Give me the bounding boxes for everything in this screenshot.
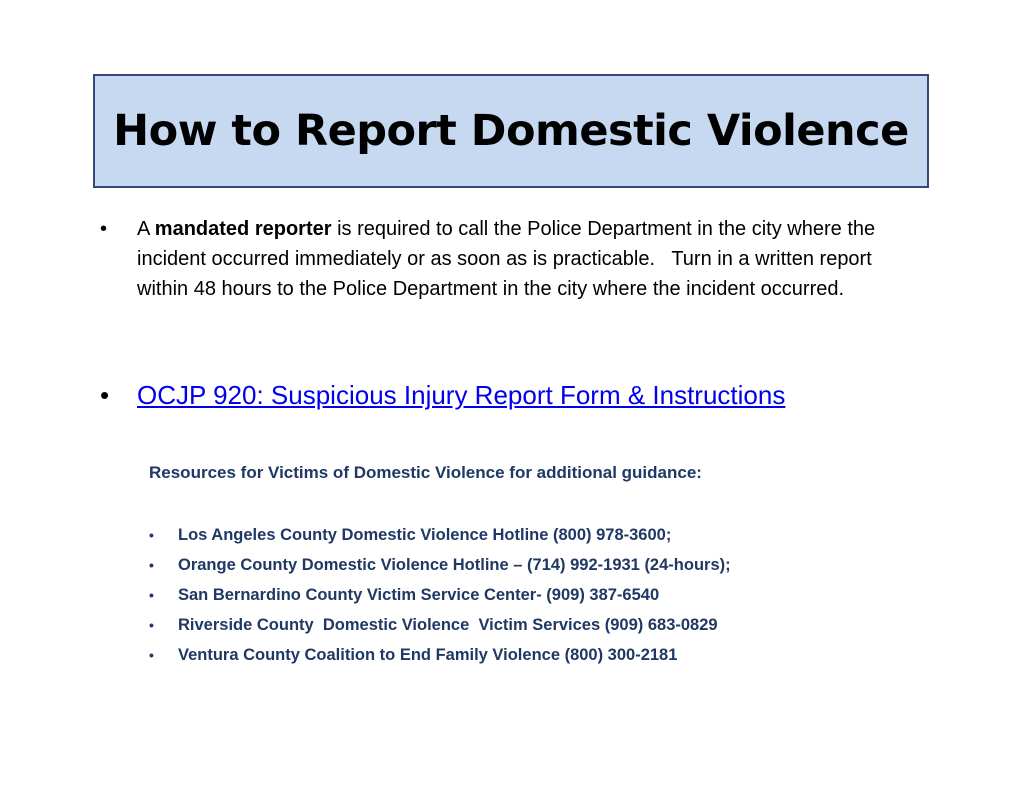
bullet-marker: • — [100, 218, 108, 240]
resource-text: Riverside County Domestic Violence Victim Services (909) 683-0829 — [178, 615, 718, 634]
resource-item-los-angeles — [149, 520, 731, 550]
intro-body: is required to call the Police Department in the city where the incident occurred immediately or as soon as is practicable. Turn in a written report within 48 hours to the Police Department in the city where the incident occurred. — [137, 218, 881, 300]
resource-item-riverside — [149, 610, 731, 640]
intro-paragraph — [137, 214, 917, 304]
resource-item-ventura — [149, 640, 731, 670]
resource-text: Ventura County Coalition to End Family Violence (800) 300-2181 — [178, 645, 678, 664]
resource-item-orange — [149, 550, 731, 580]
bullet-marker: • — [149, 647, 154, 663]
intro-prefix: A — [137, 218, 155, 240]
resource-text: Orange County Domestic Violence Hotline – (714) 992-1931 (24-hours); — [178, 555, 731, 574]
bullet-marker: • — [149, 587, 154, 603]
bullet-marker: • — [149, 617, 154, 633]
bullet-marker: • — [100, 380, 110, 410]
page-title: How to Report Domestic Violence — [113, 106, 909, 156]
resource-text: Los Angeles County Domestic Violence Hotline (800) 978-3600; — [178, 525, 672, 544]
mandated-reporter-term: mandated reporter — [154, 218, 332, 240]
ocjp-920-form-link[interactable]: OCJP 920: Suspicious Injury Report Form & Instructions — [137, 380, 786, 410]
form-link-bullet — [100, 378, 920, 412]
title-banner — [93, 74, 929, 188]
resources-heading: Resources for Victims of Domestic Violence for additional guidance: — [149, 463, 702, 482]
resource-text: San Bernardino County Victim Service Center- (909) 387-6540 — [178, 585, 660, 604]
bullet-marker: • — [149, 527, 154, 543]
resource-list — [149, 520, 731, 670]
bullet-marker: • — [149, 557, 154, 573]
intro-bullet — [100, 214, 920, 304]
resource-item-san-bernardino — [149, 580, 731, 610]
